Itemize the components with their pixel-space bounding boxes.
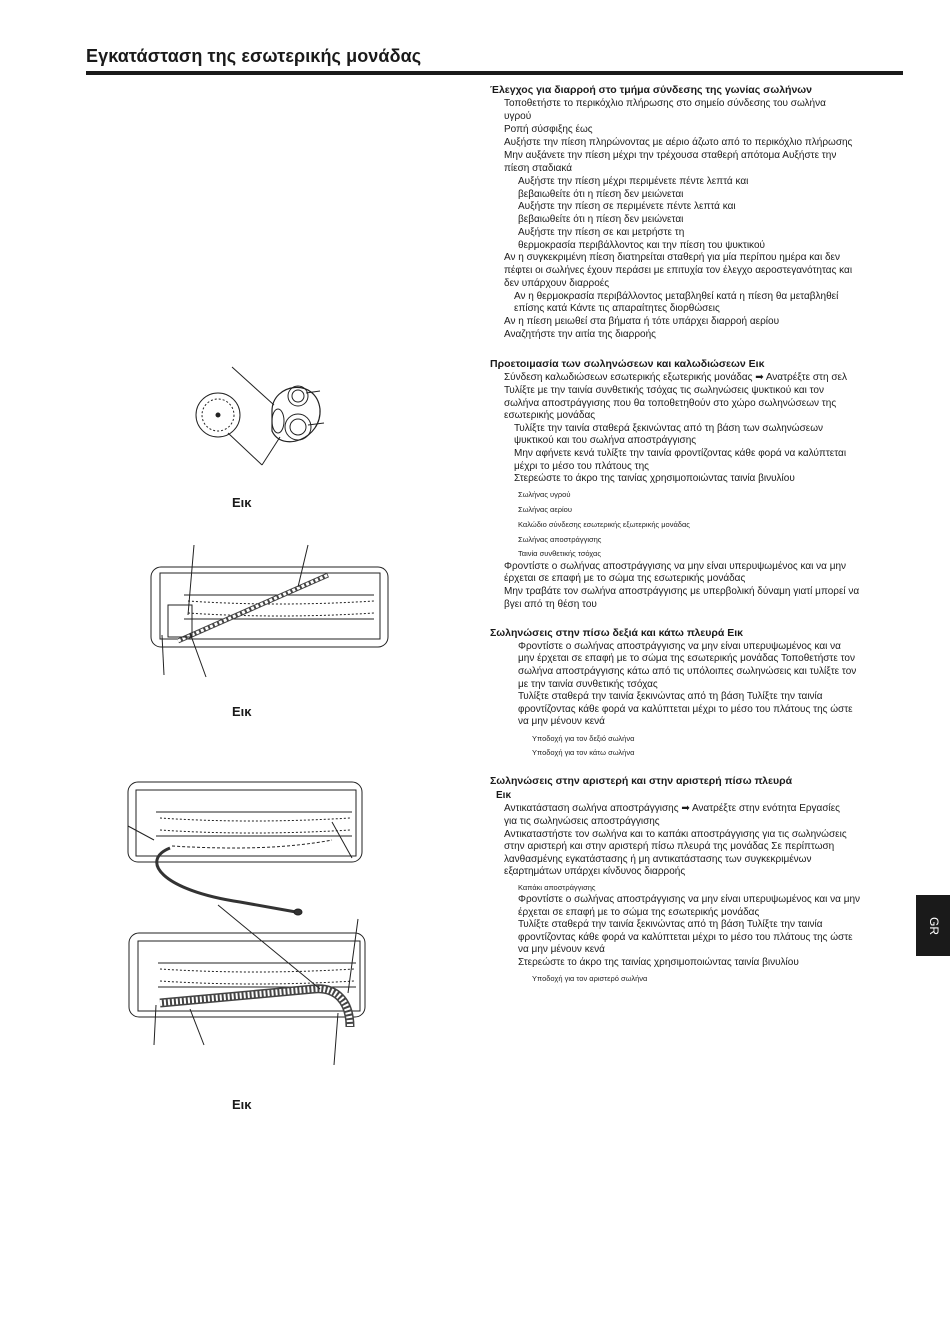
language-tab-label: GR bbox=[927, 917, 941, 935]
figure-2-label: Εικ bbox=[232, 704, 252, 719]
section-rear-right-bottom-line: Φροντίστε ο σωλήνας αποστράγγισης να μην είναι υπερυψωμένος και να bbox=[518, 641, 841, 652]
section-leak-check-line: Αυξήστε την πίεση σε και μετρήστε τη bbox=[518, 227, 685, 238]
section-leak-check-line: Ροπή σύσφιξης έως bbox=[504, 124, 593, 135]
figure-indoor-unit-left-piping bbox=[120, 770, 370, 920]
title-rule bbox=[86, 71, 903, 75]
section-leak-check-line: βεβαιωθείτε ότι η πίεση δεν μειώνεται bbox=[518, 214, 684, 225]
caption-gas-pipe: Σωλήνας αερίου bbox=[518, 505, 572, 514]
section-rear-right-bottom-line: Τυλίξτε σταθερά την ταινία ξεκινώντας από τη βάση Τυλίξτε την ταινία bbox=[518, 691, 823, 702]
section-leak-check-line: βεβαιωθείτε ότι η πίεση δεν μειώνεται bbox=[518, 189, 684, 200]
section-piping-prep-line: Σύνδεση καλωδιώσεων εσωτερικής εξωτερικής μονάδας ➡ Ανατρέξτε στη σελ bbox=[504, 372, 847, 383]
section-rear-right-bottom-heading: Σωληνώσεις στην πίσω δεξιά και κάτω πλευρά Εικ bbox=[490, 627, 744, 639]
figure-indoor-unit-right-piping bbox=[148, 545, 398, 685]
section-leak-check-line: Αυξήστε την πίεση μέχρι περιμένετε πέντε λεπτά και bbox=[518, 176, 749, 187]
section-leak-check-line: δεν υπάρχουν διαρροές bbox=[504, 278, 610, 289]
section-left-piping-line: έρχεται σε επαφή με το σώμα της εσωτερικής μονάδας bbox=[518, 907, 760, 918]
caption-felt-tape: Ταινία συνθετικής τσόχας bbox=[518, 549, 601, 558]
figure-3-label: Εικ bbox=[232, 1097, 252, 1112]
section-left-piping-line: Αντικατάσταση σωλήνα αποστράγγισης ➡ Ανατρέξτε στην ενότητα Εργασίες bbox=[504, 803, 841, 814]
section-piping-prep-line: εσωτερικής μονάδας bbox=[504, 410, 596, 421]
language-tab bbox=[916, 895, 950, 956]
section-leak-check-line: θερμοκρασία περιβάλλοντος και την πίεση του ψυκτικού bbox=[518, 240, 765, 251]
section-piping-prep-line: μέχρι το μέσο του πλάτους της bbox=[514, 461, 649, 472]
section-piping-prep-line: Τυλίξτε με την ταινία συνθετικής τσόχας τις σωληνώσεις ψυκτικού και τον bbox=[504, 385, 824, 396]
section-rear-right-bottom-line: με την ταινία συνθετικής τσόχας bbox=[518, 679, 658, 690]
section-leak-check-line: Αν η θερμοκρασία περιβάλλοντος μεταβληθεί κατά η πίεση θα μεταβληθεί bbox=[514, 291, 839, 302]
caption-right-pipe-slot: Υποδοχή για τον δεξιό σωλήνα bbox=[532, 734, 635, 743]
section-leak-check-heading: Έλεγχος για διαρροή στο τμήμα σύνδεσης της γωνίας σωλήνων bbox=[490, 84, 812, 96]
section-piping-prep-note: Φροντίστε ο σωλήνας αποστράγγισης να μην είναι υπερυψωμένος και να μην bbox=[504, 561, 847, 572]
section-rear-right-bottom-line: φροντίζοντας κάθε φορά να καλύπτεται μέχρι το μέσο του πλάτους της ώστε bbox=[518, 704, 853, 715]
caption-connection-cable: Καλώδιο σύνδεσης εσωτερικής εξωτερικής μονάδας bbox=[518, 520, 690, 529]
section-piping-prep-note: βγει από τη θέση του bbox=[504, 599, 597, 610]
section-left-piping-line: Στερεώστε το άκρο της ταινίας χρησιμοποιώντας ταινία βινυλίου bbox=[518, 957, 799, 968]
section-leak-check-line: υγρού bbox=[504, 111, 532, 122]
section-leak-check-line: πίεση σταδιακά bbox=[504, 163, 573, 174]
caption-left-pipe-slot: Υποδοχή για τον αριστερό σωλήνα bbox=[532, 974, 648, 983]
section-leak-check-line: Αν η συγκεκριμένη πίεση διατηρείται σταθερή για μία περίπου ημέρα και δεν bbox=[504, 252, 840, 263]
section-left-piping-line: Αντικαταστήστε τον σωλήνα και το καπάκι αποστράγγισης για τις σωληνώσεις bbox=[504, 829, 847, 840]
section-piping-prep-line: σωλήνα αποστράγγισης που θα τοποθετηθούν στο χώρο σωληνώσεων της bbox=[504, 398, 837, 409]
section-leak-check-line: πέφτει οι σωλήνες έχουν περάσει με επιτυχία τον έλεγχο αεροστεγανότητας και bbox=[504, 265, 853, 276]
figure-1-label: Εικ bbox=[232, 495, 252, 510]
section-leak-check-line: επίσης κατά Κάντε τις απαραίτητες διορθώσεις bbox=[514, 303, 720, 314]
section-leak-check-line: Αυξήστε την πίεση πληρώνοντας με αέριο άζωτο από το περικόχλιο πλήρωσης bbox=[504, 137, 853, 148]
section-left-piping-line: φροντίζοντας κάθε φορά να καλύπτεται μέχρι το μέσο του πλάτους της ώστε bbox=[518, 932, 853, 943]
section-piping-prep-note: έρχεται σε επαφή με το σώμα της εσωτερικής μονάδας bbox=[504, 573, 746, 584]
section-piping-prep-line: Μην αφήνετε κενά τυλίξτε την ταινία φροντίζοντας κάθε φορά να καλύπτεται bbox=[514, 448, 847, 459]
section-leak-check-line: Αναζητήστε την αιτία της διαρροής bbox=[504, 329, 656, 340]
page-title: Εγκατάσταση της εσωτερικής μονάδας bbox=[86, 46, 422, 66]
section-left-piping-line: για τις σωληνώσεις αποστράγγισης bbox=[504, 816, 660, 827]
section-rear-right-bottom-line: να μην μένουν κενά bbox=[518, 716, 605, 727]
section-leak-check-line: Μην αυξάνετε την πίεση μέχρι την τρέχουσα σταθερή απότομα Αυξήστε την bbox=[504, 150, 837, 161]
caption-drain-hose: Σωλήνας αποστράγγισης bbox=[518, 535, 602, 544]
section-rear-right-bottom-line: σωλήνα αποστράγγισης κάτω από τις υπόλοιπες σωληνώσεις και τυλίξτε τον bbox=[518, 666, 857, 677]
figure-indoor-unit-wrapped-pipes bbox=[124, 905, 374, 1065]
caption-bottom-pipe-slot: Υποδοχή για τον κάτω σωλήνα bbox=[532, 748, 635, 757]
section-piping-prep-heading: Προετοιμασία των σωληνώσεων και καλωδιώσεων Εικ bbox=[490, 358, 765, 370]
section-leak-check-line: Αν η πίεση μειωθεί στα βήματα ή τότε υπάρχει διαρροή αερίου bbox=[504, 316, 780, 327]
section-left-piping-line: Φροντίστε ο σωλήνας αποστράγγισης να μην είναι υπερυψωμένος και να μην bbox=[518, 894, 861, 905]
caption-liquid-pipe: Σωλήνας υγρού bbox=[518, 490, 571, 499]
section-piping-prep-line: Στερεώστε το άκρο της ταινίας χρησιμοποιώντας ταινία βινυλίου bbox=[514, 473, 795, 484]
section-piping-prep-note: Μην τραβάτε τον σωλήνα αποστράγγισης με υπερβολική δύναμη γιατί μπορεί να bbox=[504, 586, 860, 597]
section-rear-right-bottom-line: μην έρχεται σε επαφή με το σώμα της εσωτερικής μονάδας Τοποθετήστε τον bbox=[518, 653, 855, 664]
section-leak-check-line: Αυξήστε την πίεση σε περιμένετε πέντε λεπτά και bbox=[518, 201, 736, 212]
section-left-piping-line: Τυλίξτε σταθερά την ταινία ξεκινώντας από τη βάση Τυλίξτε την ταινία bbox=[518, 919, 823, 930]
figure-pipe-cross-section bbox=[190, 365, 350, 485]
section-left-piping-line: λανθασμένης εγκατάστασης ή μη αντικατάστασης των συγκεκριμένων bbox=[504, 854, 812, 865]
section-left-piping-line: να μην μένουν κενά bbox=[518, 944, 605, 955]
section-leak-check-line: Τοποθετήστε το περικόχλιο πλήρωσης στο σημείο σύνδεσης του σωλήνα bbox=[504, 98, 826, 109]
section-left-piping-line: στην αριστερή και στην αριστερή πίσω πλευρά της μονάδας Σε περίπτωση bbox=[504, 841, 835, 852]
section-left-piping-line: εξαρτημάτων υπάρχει κίνδυνος διαρροής bbox=[504, 866, 686, 877]
section-piping-prep-line: ψυκτικού και του σωλήνα αποστράγγισης bbox=[514, 435, 697, 446]
section-piping-prep-line: Τυλίξτε την ταινία σταθερά ξεκινώντας από τη βάση των σωληνώσεων bbox=[514, 423, 824, 434]
section-left-piping-heading: Σωληνώσεις στην αριστερή και στην αριστερή πίσω πλευρά bbox=[490, 775, 793, 787]
caption-drain-cap: Καπάκι αποστράγγισης bbox=[518, 883, 596, 892]
section-left-piping-sub: Εικ bbox=[496, 790, 512, 801]
